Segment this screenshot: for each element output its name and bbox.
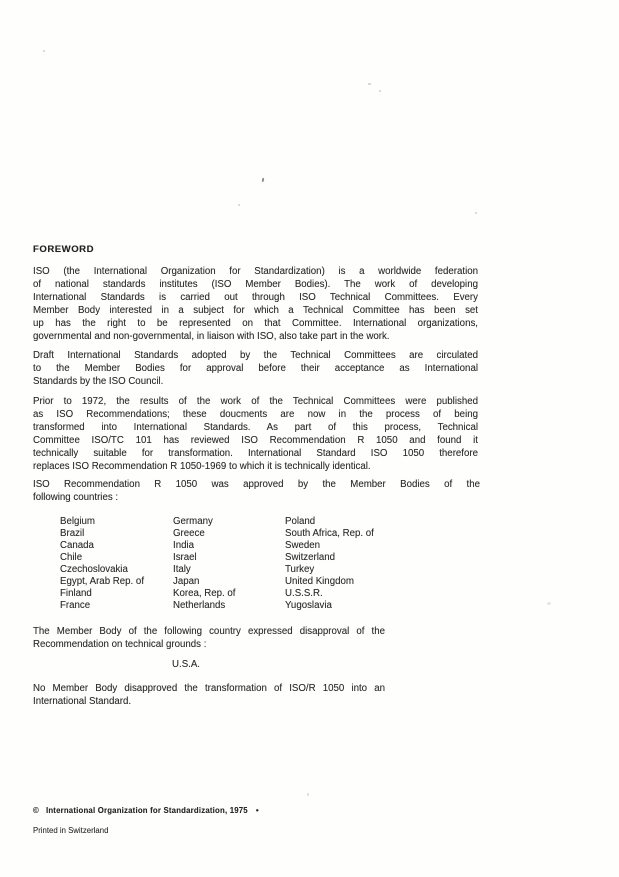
text-line: International Standards is carried out through ISO Technical Committees. Every — [33, 292, 478, 303]
scan-speck — [262, 178, 265, 182]
scan-speck — [547, 602, 551, 605]
printed-in-line: Printed in Switzerland — [33, 826, 109, 835]
scan-speck — [238, 204, 240, 206]
text-line: Committee ISO/TC 101 has reviewed ISO Recommendation R 1050 and found it — [33, 435, 478, 446]
paragraph-disapproval — [33, 625, 385, 651]
bullet-icon: • — [255, 806, 259, 815]
foreword-heading: FOREWORD — [33, 244, 95, 255]
text-line: India — [173, 540, 195, 551]
text-line: Canada — [60, 540, 94, 551]
text-line: Sweden — [285, 540, 321, 551]
scan-speck — [307, 793, 309, 796]
text-line: of national standards institutes (ISO Member Bodies). The work of developing — [33, 279, 478, 290]
text-line: transformed into International Standards. As part of this process, Technical — [33, 422, 478, 433]
text-line: No Member Body disapproved the transformation of ISO/R 1050 into an — [33, 683, 385, 694]
text-line: to the Member Bodies for approval before their acceptance as International — [33, 363, 478, 374]
text-line: Italy — [173, 564, 191, 575]
text-line: Recommendation on technical grounds : — [33, 639, 207, 650]
text-line: Poland — [285, 516, 316, 527]
text-line: Draft International Standards adopted by the Technical Committees are circulated — [33, 350, 478, 361]
text-line: Germany — [173, 516, 213, 527]
text-line: Yugoslavia — [285, 600, 332, 611]
scan-speck — [43, 50, 45, 52]
text-line: ISO Recommendation R 1050 was approved by the Member Bodies of the — [33, 479, 480, 490]
paragraph-prior-1972 — [33, 395, 478, 473]
text-line: U.S.S.R. — [285, 588, 323, 599]
paragraph-no-disapproval — [33, 682, 385, 708]
text-line: Greece — [173, 528, 205, 539]
text-line: Egypt, Arab Rep. of — [60, 576, 145, 587]
copyright-icon: © — [33, 806, 39, 815]
copyright-line — [33, 806, 259, 816]
text-line: Israel — [173, 552, 197, 563]
scan-speck — [379, 90, 381, 92]
copyright-text: International Organization for Standardization, 1975 — [45, 806, 248, 815]
text-line: Standards by the ISO Council. — [33, 376, 164, 387]
text-line: South Africa, Rep. of — [285, 528, 374, 539]
text-line: governmental and non-governmental, in liaison with ISO, also take part in the work. — [33, 331, 390, 342]
text-line: Switzerland — [285, 552, 336, 563]
text-line: Japan — [173, 576, 200, 587]
text-line: Finland — [60, 588, 92, 599]
scan-speck — [368, 83, 371, 85]
country-column-1 — [60, 516, 144, 612]
text-line: Member Body interested in a subject for which a Technical Committee has been set — [33, 305, 478, 316]
text-line: France — [60, 600, 91, 611]
text-line: The Member Body of the following country expressed disapproval of the — [33, 626, 385, 637]
text-line: technically suitable for transformation. International Standard ISO 1050 therefore — [33, 448, 478, 459]
text-line: Brazil — [60, 528, 85, 539]
text-line: International Standard. — [33, 696, 132, 707]
text-line: as ISO Recommendations; these doucments are now in the process of being — [33, 409, 478, 420]
text-line: replaces ISO Recommendation R 1050-1969 to which it is technically identical. — [33, 461, 371, 472]
text-line: Prior to 1972, the results of the work of the Technical Committees were published — [33, 396, 478, 407]
paragraph-draft-standards — [33, 349, 478, 388]
country-column-2 — [173, 516, 235, 612]
text-line: Turkey — [285, 564, 315, 575]
text-line: Belgium — [60, 516, 95, 527]
country-column-3 — [285, 516, 374, 612]
text-line: ISO (the International Organization for Standardization) is a worldwide federation — [33, 266, 478, 277]
scan-speck — [475, 212, 477, 214]
text-line: Czechoslovakia — [60, 564, 128, 575]
text-line: Korea, Rep. of — [173, 588, 236, 599]
text-line: Chile — [60, 552, 83, 563]
text-line: United Kingdom — [285, 576, 354, 587]
paragraph-approved-by — [33, 478, 480, 504]
text-line: following countries : — [33, 492, 119, 503]
text-line: Netherlands — [173, 600, 226, 611]
text-line: up has the right to be represented on that Committee. International organizations, — [33, 318, 478, 329]
paragraph-iso-federation — [33, 265, 478, 343]
disapproval-country-label: U.S.A. — [172, 659, 200, 670]
